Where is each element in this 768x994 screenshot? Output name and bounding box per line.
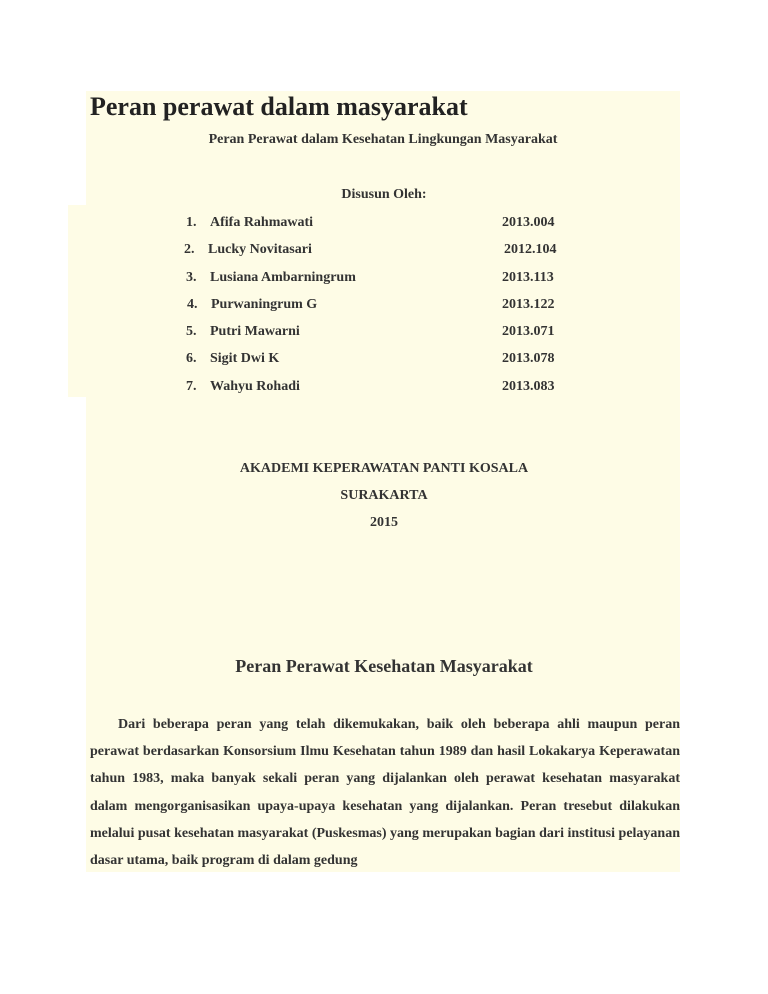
member-name: Afifa Rahmawati: [210, 215, 314, 230]
member-row: [182, 240, 582, 267]
member-name: Lucky Novitasari: [208, 242, 312, 258]
body-paragraph: Dari beberapa peran yang telah dikemukakan, baik oleh beberapa ahli maupun peran perawat berdasarkan Konsorsium Ilmu Kesehatan tahun 1989 dan hasil Lokakarya Keperawatan tahun 1983, maka banyak sekali peran yang dijalankan oleh perawat kesehatan masyarakat dalam mengorganisasikan upaya-upaya kesehatan yang dijalankan. Peran tresebut dilakukan melalui pusat kesehatan masyarakat (Puskesmas) yang merupakan bagian dari institusi pelayanan dasar utama, baik program di dalam gedung: [90, 717, 680, 869]
member-number: 2.: [184, 242, 195, 258]
member-id: 2013.004: [502, 215, 555, 230]
institution-year: 2015: [370, 515, 398, 530]
member-number: 1.: [186, 215, 197, 230]
member-list: [182, 213, 582, 404]
section-heading: Peran Perawat Kesehatan Masyarakat: [235, 656, 533, 676]
prepared-by-text: Disusun Oleh:: [341, 187, 427, 202]
member-number: 7.: [186, 378, 197, 394]
member-number: 4.: [187, 296, 198, 312]
member-name: Lusiana Ambarningrum: [210, 269, 356, 285]
document-title: Peran perawat dalam masyarakat: [90, 92, 468, 121]
member-id: 2013.122: [502, 296, 555, 312]
member-name: Purwaningrum G: [211, 296, 318, 312]
member-row: [182, 268, 582, 295]
member-number: 5.: [186, 324, 197, 340]
member-number: 6.: [186, 351, 197, 367]
member-id: 2013.113: [502, 269, 554, 285]
member-id: 2013.083: [502, 378, 555, 394]
document-subtitle: [0, 132, 768, 148]
member-id: 2013.071: [502, 324, 555, 340]
member-name: Sigit Dwi K: [210, 351, 280, 367]
member-id: 2013.078: [502, 351, 555, 367]
member-id: 2012.104: [504, 242, 557, 258]
member-row: [182, 377, 582, 404]
member-row: [182, 349, 582, 376]
institution-name: AKADEMI KEPERAWATAN PANTI KOSALA: [239, 461, 529, 476]
document-subtitle-text: Peran Perawat dalam Kesehatan Lingkungan Masyarakat: [208, 132, 558, 147]
member-row: [182, 295, 582, 322]
prepared-by-label: [0, 187, 768, 203]
member-name: Wahyu Rohadi: [210, 378, 300, 394]
member-number: 3.: [186, 269, 197, 285]
member-name: Putri Mawarni: [210, 324, 300, 340]
member-row: [182, 213, 582, 240]
member-row: [182, 322, 582, 349]
institution-city: SURAKARTA: [340, 488, 428, 503]
